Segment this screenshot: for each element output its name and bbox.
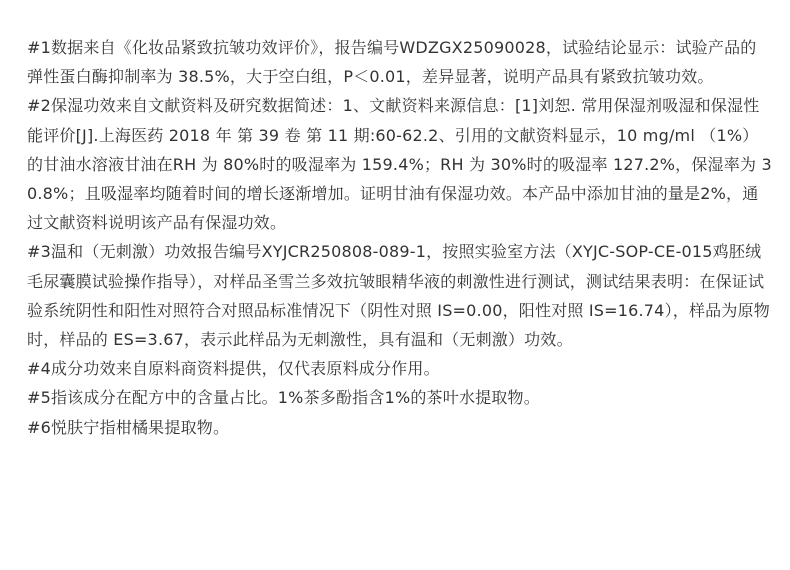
footnote-4-ingredient-source: #4成分功效来自原料商资料提供，仅代表原料成分作用。 <box>27 359 440 379</box>
footnotes-block <box>27 33 772 442</box>
footnote-3-efficacy-mildness: #3温和（无刺激）功效报告编号XYJCR250808-089-1，按照实验室方法（XYJC-SOP-CE-015鸡胚绒毛尿囊膜试验操作指导），对样品圣雪兰多效抗皱眼精华液的刺激性进行测试，测试结果表明：在保证试验系统阴性和阳性对照符合对照品标准情况下（阴性对照 IS=0.00，阳性对照 IS=16.74），样品为原物时，样品的 ES=3.67，表示此样品为无刺激性，具有温和（无刺激）功效。 <box>27 242 770 350</box>
footnote-5-ingredient-percentage: #5指该成分在配方中的含量占比。1%茶多酚指含1%的茶叶水提取物。 <box>27 388 540 408</box>
footnote-6-ingredient-definition: #6悦肤宁指柑橘果提取物。 <box>27 417 230 437</box>
footnote-1-efficacy-firming: #1数据来自《化妆品紧致抗皱功效评价》，报告编号WDZGX25090028，试验结论显示：试验产品的弹性蛋白酶抑制率为 38.5%，大于空白组，P＜0.01，差异显著，说明产品具有紧致抗皱功效。 <box>27 38 757 87</box>
footnote-2-efficacy-moisturizing: #2保湿功效来自文献资料及研究数据简述：1、文献资料来源信息：[1]刘恕. 常用保湿剂吸湿和保湿性能评价[J].上海医药 2018 年 第 39 卷 第 11 期:60-62.2、引用的文献资料显示，10 mg/ml （1%）的甘油水溶液甘油在RH 为 80%时的吸湿率为 159.4%；RH 为 30%时的吸湿率 127.2%，保湿率为 30.8%；且吸湿率均随着时间的增长逐渐增加。证明甘油有保湿功效。本产品中添加甘油的量是2%，通过文献资料说明该产品有保湿功效。 <box>27 96 772 233</box>
